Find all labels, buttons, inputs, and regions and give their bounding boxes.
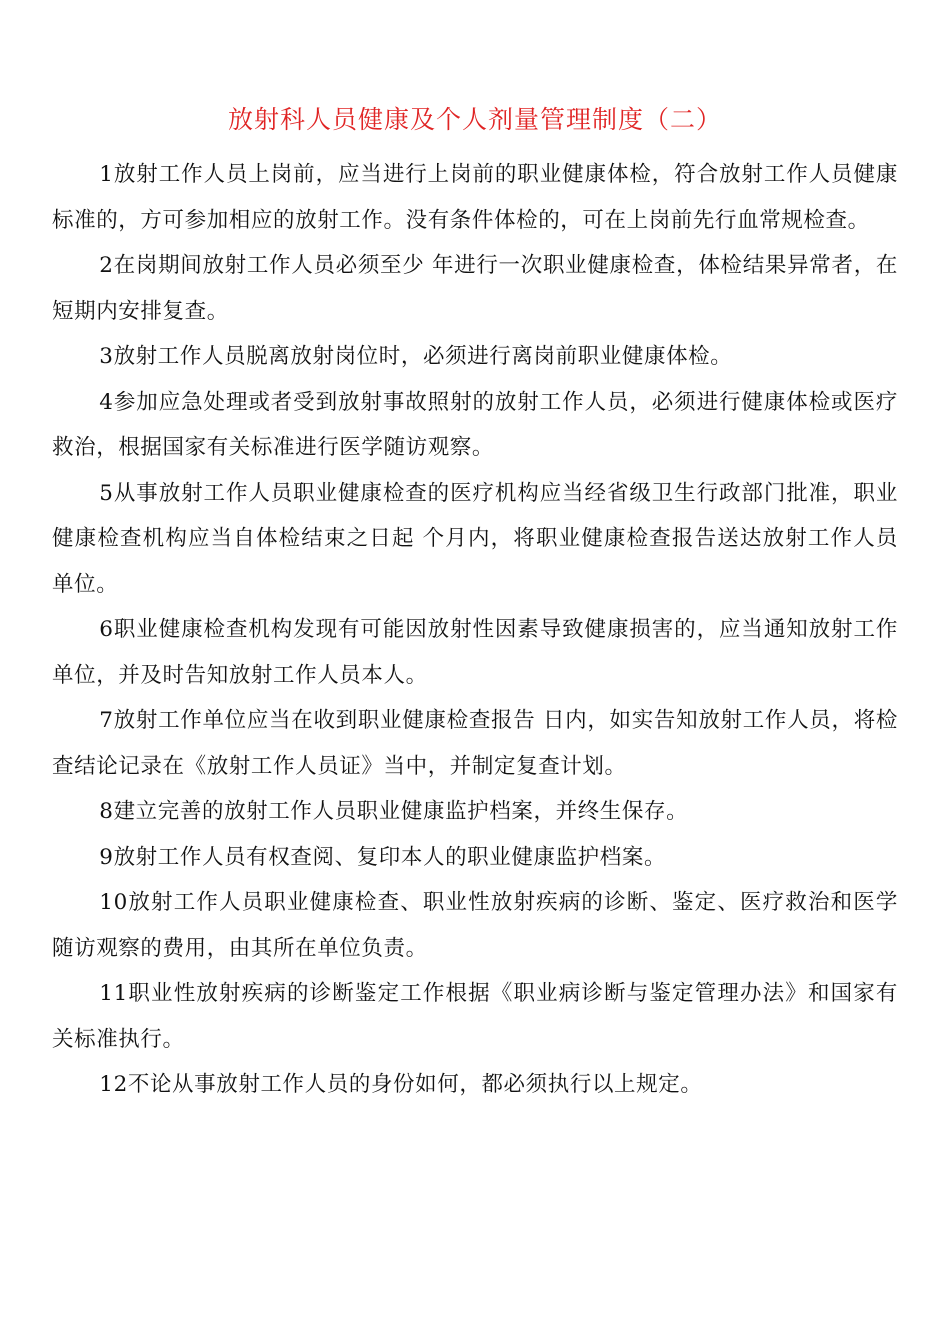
clause-9: 9放射工作人员有权查阅、复印本人的职业健康监护档案。 [99,844,667,870]
document-body [52,152,898,1108]
clause-3: 3放射工作人员脱离放射岗位时，必须进行离岗前职业健康体检。 [99,344,733,369]
clause-4: 4参加应急处理或者受到放射事故照射的放射工作人员，必须进行健康体检或医疗救治，根据国家有关标准进行医学随访观察。 [52,389,898,460]
clause-11: 11职业性放射疾病的诊断鉴定工作根据《职业病诊断与鉴定管理办法》和国家有关标准执行。 [52,981,898,1052]
clause-8: 8建立完善的放射工作人员职业健康监护档案，并终生保存。 [99,799,689,824]
clause-5: 5从事放射工作人员职业健康检查的医疗机构应当经省级卫生行政部门批准，职业健康检查机构应当自体检结束之日起 个月内，将职业健康检查报告送达放射工作人员单位。 [52,480,898,597]
clause-7: 7放射工作单位应当在收到职业健康检查报告 日内，如实告知放射工作人员，将检查结论记录在《放射工作人员证》当中，并制定复查计划。 [52,708,898,779]
document-title: 放射科人员健康及个人剂量管理制度（二） [227,105,722,134]
clause-2: 2在岗期间放射工作人员必须至少 年进行一次职业健康检查，体检结果异常者，在短期内安排复查。 [52,253,898,324]
clause-10: 10放射工作人员职业健康检查、职业性放射疾病的诊断、鉴定、医疗救治和医学随访观察的费用，由其所在单位负责。 [52,890,898,961]
clause-12: 12不论从事放射工作人员的身份如何，都必须执行以上规定。 [99,1072,703,1097]
clause-6: 6职业健康检查机构发现有可能因放射性因素导致健康损害的，应当通知放射工作单位，并及时告知放射工作人员本人。 [52,617,898,688]
clause-1: 1放射工作人员上岗前，应当进行上岗前的职业健康体检，符合放射工作人员健康标准的，方可参加相应的放射工作。没有条件体检的，可在上岗前先行血常规检查。 [52,162,898,233]
